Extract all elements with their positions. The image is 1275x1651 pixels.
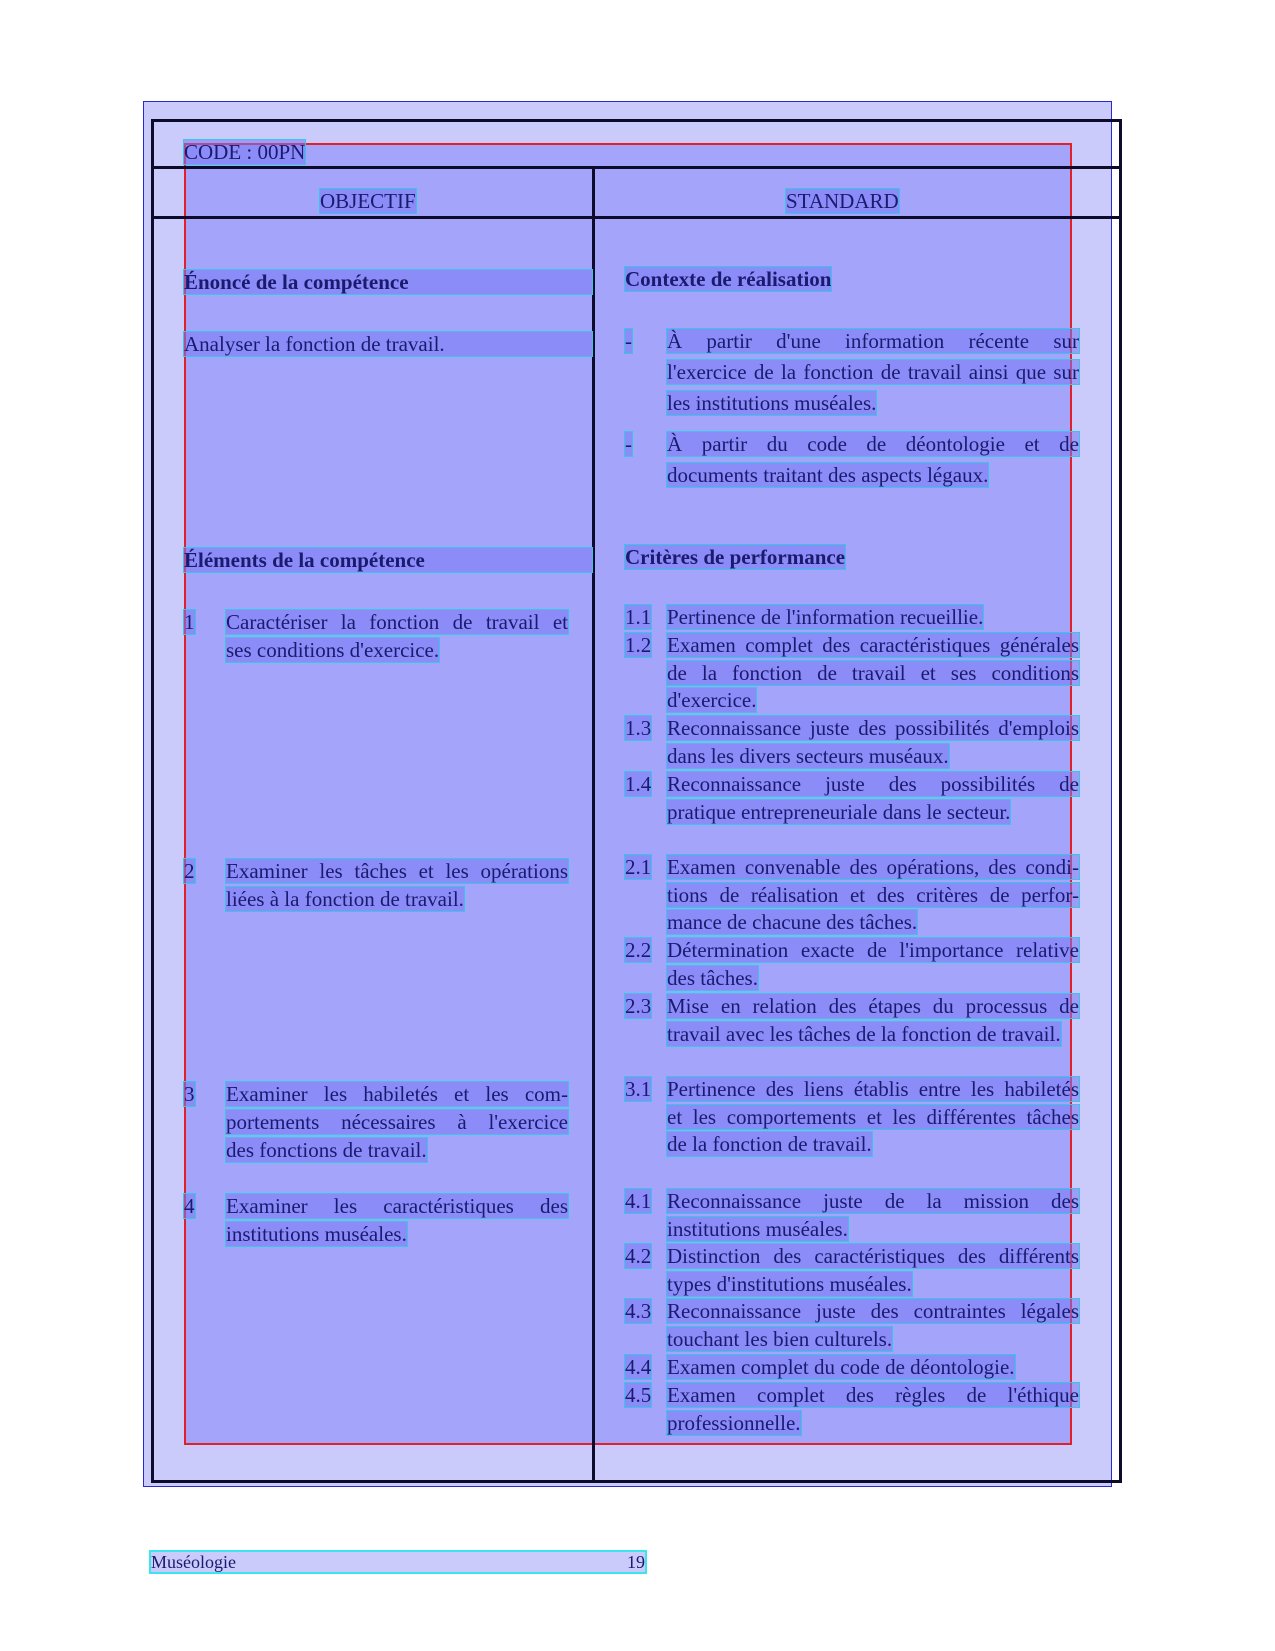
critere-number: 1.1	[625, 605, 652, 629]
critere-line: Examen complet des caractéristiques générales	[667, 633, 1079, 657]
contexte-bullet: -	[625, 432, 632, 456]
critere-line: Examen complet des règles de l'éthique	[667, 1383, 1079, 1407]
critere-number: 2.2	[625, 938, 652, 962]
element-line: Examiner les tâches et les opérations	[226, 859, 568, 883]
critere-line: Reconnaissance juste des possibilités d'emplois	[667, 716, 1079, 740]
element-line: institutions muséales.	[226, 1222, 407, 1246]
element-number: 3	[184, 1082, 195, 1106]
footer-program: Muséologie	[151, 1552, 236, 1572]
criteres-title: Critères de performance	[625, 545, 846, 569]
critere-line: d'exercice.	[667, 688, 757, 712]
critere-line: et les comportements et les différentes tâches	[667, 1104, 1079, 1129]
element-line: portements nécessaires à l'exercice	[226, 1110, 568, 1134]
critere-line: mance de chacune des tâches.	[667, 910, 918, 934]
critere-line: Reconnaissance juste des contraintes légales	[667, 1299, 1079, 1323]
critere-line: de la fonction de travail et ses conditions	[667, 660, 1079, 685]
critere-line: institutions muséales.	[667, 1216, 848, 1241]
critere-number: 2.1	[625, 855, 652, 879]
element-line: des fonctions de travail.	[226, 1138, 427, 1162]
element-line: Examiner les caractéristiques des	[226, 1194, 568, 1218]
critere-line: Mise en relation des étapes du processus de	[667, 994, 1079, 1018]
critere-line: Reconnaissance juste des possibilités de	[667, 772, 1079, 796]
contexte-line: À partir du code de déontologie et de	[667, 432, 1079, 456]
critere-line: Examen complet du code de déontologie.	[667, 1355, 1015, 1379]
critere-line: Pertinence des liens établis entre les habiletés	[667, 1077, 1079, 1101]
course-code: CODE : 00PN	[184, 140, 306, 164]
critere-line: pratique entrepreneuriale dans le secteur.	[667, 799, 1011, 824]
column-header-standard: STANDARD	[786, 189, 899, 213]
page-footer	[151, 1552, 645, 1572]
contexte-title: Contexte de réalisation	[625, 267, 832, 291]
contexte-bullet: -	[625, 329, 632, 353]
critere-line: Distinction des caractéristiques des différents	[667, 1244, 1079, 1268]
critere-number: 2.3	[625, 994, 652, 1018]
element-line: liées à la fonction de travail.	[226, 887, 464, 911]
critere-line: touchant les bien culturels.	[667, 1326, 893, 1351]
contexte-line: documents traitant des aspects légaux.	[667, 463, 989, 487]
critere-line: Détermination exacte de l'importance relative	[667, 938, 1079, 962]
critere-line: travail avec les tâches de la fonction de travail.	[667, 1021, 1061, 1046]
critere-line: Reconnaissance juste de la mission des	[667, 1189, 1079, 1213]
enonce-text: Analyser la fonction de travail.	[184, 332, 592, 356]
critere-number: 4.1	[625, 1189, 652, 1213]
critere-line: tions de réalisation et des critères de perfor-	[667, 882, 1079, 907]
critere-number: 1.3	[625, 716, 652, 740]
element-number: 2	[184, 859, 195, 883]
header-rule-bottom	[151, 216, 1122, 219]
critere-number: 4.2	[625, 1244, 652, 1268]
contexte-line: les institutions muséales.	[667, 391, 877, 415]
column-header-objectif: OBJECTIF	[320, 189, 416, 213]
enonce-title: Énoncé de la compétence	[184, 270, 592, 294]
element-number: 1	[184, 610, 195, 634]
critere-line: professionnelle.	[667, 1410, 801, 1435]
contexte-line: l'exercice de la fonction de travail ainsi que sur	[667, 360, 1079, 384]
critere-line: de la fonction de travail.	[667, 1132, 872, 1156]
critere-number: 4.4	[625, 1355, 652, 1379]
element-number: 4	[184, 1194, 195, 1218]
critere-number: 1.2	[625, 633, 652, 657]
elements-title: Éléments de la compétence	[184, 548, 592, 572]
element-line: Examiner les habiletés et les com-	[226, 1082, 568, 1106]
element-line: Caractériser la fonction de travail et	[226, 610, 568, 634]
critere-line: des tâches.	[667, 965, 758, 990]
column-divider	[592, 166, 595, 1483]
critere-line: dans les divers secteurs muséaux.	[667, 743, 949, 768]
page-number: 19	[627, 1552, 645, 1572]
critere-line: Examen convenable des opérations, des condi-	[667, 855, 1079, 879]
contexte-line: À partir d'une information récente sur	[667, 329, 1079, 353]
critere-number: 1.4	[625, 772, 652, 796]
critere-line: Pertinence de l'information recueillie.	[667, 605, 984, 629]
critere-number: 3.1	[625, 1077, 652, 1101]
critere-number: 4.5	[625, 1383, 652, 1407]
critere-line: types d'institutions muséales.	[667, 1271, 912, 1296]
critere-number: 4.3	[625, 1299, 652, 1323]
header-rule-top	[151, 166, 1122, 169]
element-line: ses conditions d'exercice.	[226, 638, 440, 662]
